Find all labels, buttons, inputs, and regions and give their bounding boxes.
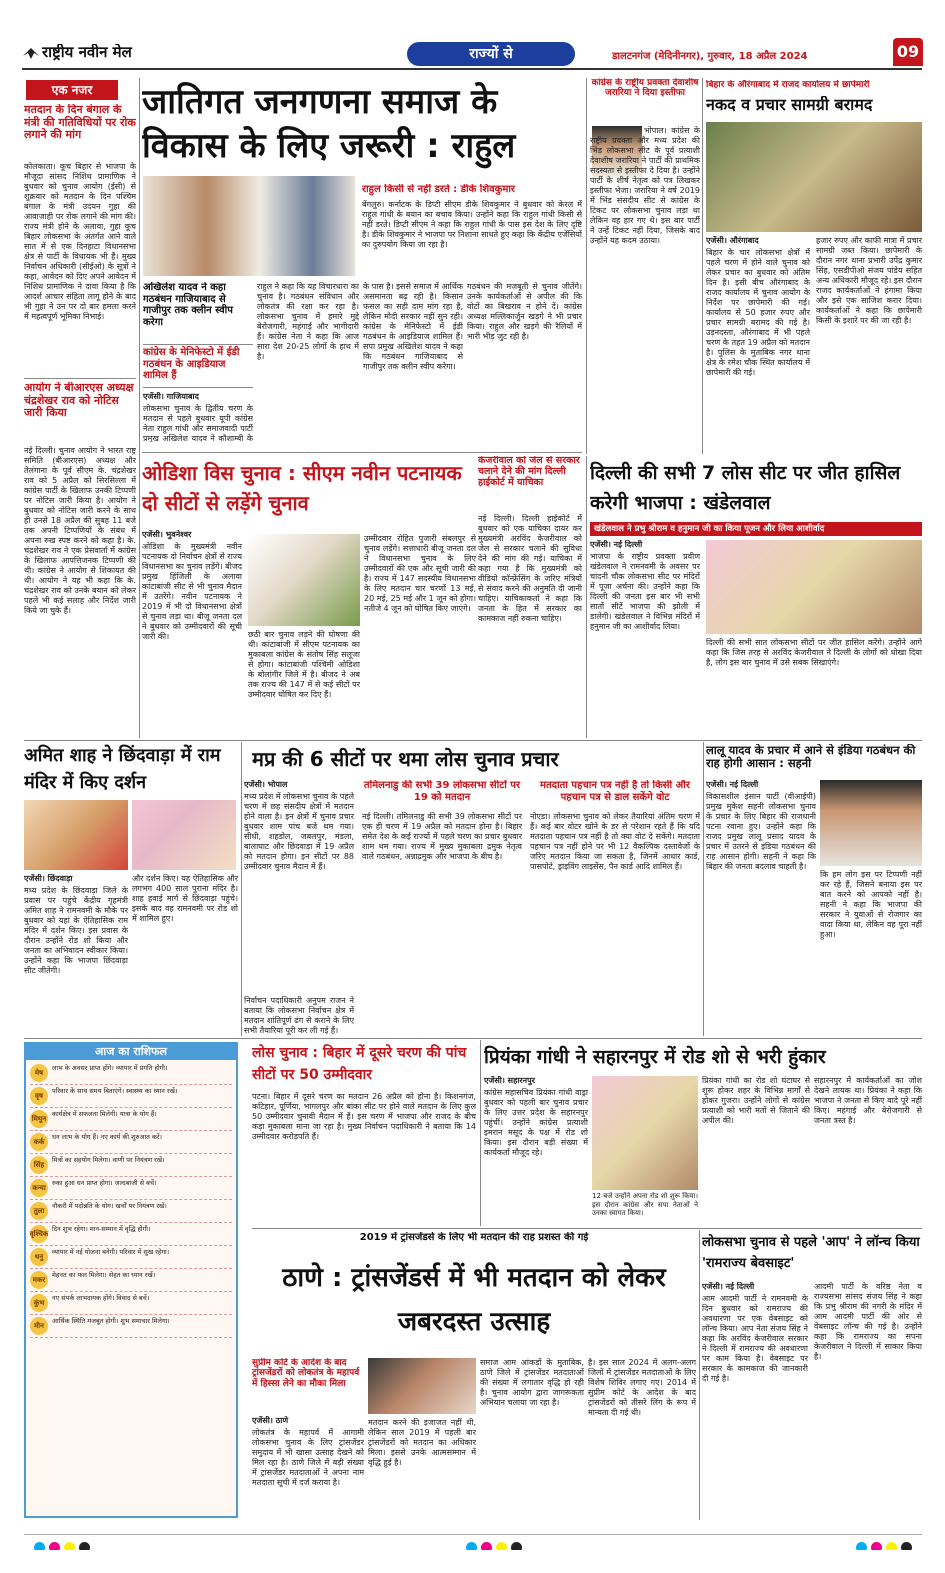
horoscope-text: व्यापार में नई योजना बनेगी। परिवार में सुख रहेगा। [52, 1248, 170, 1256]
thane-body-3: समाज आम आंकड़ों के मुताबिक, ठाणे जिले में ट्रांसजेंडर मतदाताओं की संख्या में लगातार वृद्धि हो रही है। चुनाव आयोग द्वारा जागरूकता अभियान चलाया जा रहा है। [480, 1358, 584, 1407]
amit-headline: अमित शाह ने छिंदवाड़ा में राम मंदिर में किए दर्शन [24, 745, 221, 793]
thane-headline: ठाणे : ट्रांसजेंडर्स में भी मतदान को लेकर जबरदस्त उत्साह [282, 1263, 666, 1337]
lalu-body: विकासशील इंसान पार्टी (वीआईपी) प्रमुख मुकेश सहनी लोकसभा चुनाव के प्रचार के लिए बिहार की राजधानी पटना रवाना हुए। उन्होंने कहा कि राजद प्रमुख लालू प्रसाद यादव के प्रचार में उतरने से इंडिया गठबंधन की राह आसान होगी। सहनी ने कहा कि बिहार की जनता बदलाव चाहती है। [706, 792, 816, 871]
aurangabad-headline: नकद व प्रचार सामग्री बरामद [706, 96, 873, 114]
priyanka-photo-caption: 12 बजे उन्होंने अपना रोड शो शुरू किया। इस दौरान कांग्रेस और सपा नेताओं ने उनका स्वागत किया। [592, 1192, 698, 1217]
thane-body-1: लोकतंत्र के महापर्व में आगामी लोकसभा चुनाव के लिए ट्रांसजेंडर समुदाय में भी खासा उत्साह देखने को मिल रहा है। ठाणे जिले में बड़ी संख्या में ट्रांसजेंडर मतदाताओं ने अपना नाम मतदाता सूची में दर्ज कराया है। [252, 1428, 364, 1487]
aap-dateline: एजेंसी। नई दिल्ली [702, 1282, 755, 1291]
registration-marks [24, 1534, 922, 1550]
bihar2-body: पटना। बिहार में दूसरे चरण का मतदान 26 अप्रैल को होना है। किशनगंज, कटिहार, पूर्णिया, भागलपुर और बांका सीट पर होने वाले मतदान के लिए कुल 50 उम्मीदवार चुनावी मैदान में हैं। इस चरण में भाजपा और राजद के बीच कड़ा मुकाबला माना जा रहा है। मुख्य निर्वाचन पदाधिकारी ने बताया कि 14 उम्मीदवार करोड़पति हैं। [252, 1092, 476, 1141]
horoscope-row [30, 1154, 232, 1177]
amit-photo-2 [132, 800, 236, 870]
priyanka-body-3: सहारनपुर में कार्यकर्ताओं का जोश देखने लायक था। प्रियंका ने कहा कि भाजपा ने जनता से किए वादे पूरे नहीं किए। महंगाई और बेरोजगारी से जनता त्रस्त है। [814, 1076, 922, 1125]
horoscope-row [30, 1292, 232, 1315]
bihar2-headline-text: लोस चुनाव : बिहार में दूसरे चरण की पांच सीटों पर 50 उम्मीदवार [252, 1045, 467, 1083]
odisha-photo [248, 534, 360, 626]
horoscope-text: आर्थिक स्थिति मजबूत होगी। शुभ समाचार मिलेगा। [52, 1317, 170, 1325]
kejriwal-headline: केजरीवाल को जेल से सरकार चलाने देने की मांग दिल्ली हाईकोर्ट में याचिका [478, 456, 580, 488]
lalu-headline: लालू यादव के प्रचार में आने से इंडिया गठबंधन की राह होगी आसान : सहनी [706, 744, 916, 771]
horoscope-row [30, 1108, 232, 1131]
lead-photo [143, 176, 355, 276]
mp6-dateline: एजेंसी। भोपाल [244, 780, 288, 789]
page-number: 09 [893, 38, 923, 66]
lead-subhead: कांग्रेस के मेनिफेस्टो में ईडी गठबंधन के आइडियाज शामिल हैं [143, 344, 253, 388]
devashish-body: भोपाल। कांग्रेस के राष्ट्रीय प्रवक्ता और मध्य प्रदेश की भिंड लोकसभा सीट के पूर्व प्रत्याशी देवाशीष जरारिया ने पार्टी की प्राथमिक सदस्यता से इस्तीफा दे दिया है। उन्होंने पार्टी के शीर्ष नेतृत्व को पत्र लिखकर इस्तीफा भेजा। जरारिया ने वर्ष 2019 में भिंड संसदीय सीट से कांग्रेस के टिकट पर लोकसभा चुनाव लड़ा था लेकिन वह हार गए थे। इस बार पार्टी ने उन्हें टिकट नहीं दिया, जिसके बाद उन्होंने यह कदम उठाया। [590, 126, 700, 245]
lead-body-1: लोकसभा चुनाव के द्वितीय चरण के मतदान से पहले बुधवार यूपी कांग्रेस नेता राहुल गांधी और समाजवादी पार्टी प्रमुख अखिलेश यादव ने कौशाम्बी के [143, 404, 253, 442]
horoscope-text: परिवार के साथ समय बिताएंगे। स्वास्थ्य का ध्यान रखें। [52, 1087, 178, 1095]
section-banner: राज्यों से [407, 42, 575, 66]
paper-name: राष्ट्रीय नवीन मेल [42, 44, 132, 61]
delhi7-body-2: दिल्ली की सभी सात लोकसभा सीटों पर जीत हासिल करेंगे। उन्होंने आगे कहा कि जिस तरह से अरविंद केजरीवाल ने दिल्ली के लोगों को धोखा दिया है, लोग इस बार चुनाव में उसे सबक सिखाएंगे। [706, 638, 922, 667]
horoscope-row [30, 1131, 232, 1154]
ek-nazar-story1-headline: मतदान के दिन बंगाल के मंत्री की गतिविधियों पर रोक लगाने की मांग [24, 104, 136, 142]
odisha-headline-text: ओडिशा विस चुनाव : सीएम नवीन पटनायक दो सीटों से लड़ेंगे चुनाव [142, 461, 462, 515]
mp6-body: मध्य प्रदेश में लोकसभा चुनाव के पहले चरण में छह संसदीय क्षेत्रों में मतदान होने वाला है। इन क्षेत्रों में चुनाव प्रचार बुधवार शाम पांच बजे थम गया। सीधी, शहडोल, जबलपुर, मंडला, बालाघाट और छिंदवाड़ा में 19 अप्रैल को मतदान होगा। इन सीटों पर 88 उम्मीदवार चुनाव मैदान में हैं। [244, 792, 354, 871]
delhi7-headline: दिल्ली की सभी 7 लोस सीट पर जीत हासिल करेगी भाजपा : खंडेलवाल [590, 462, 901, 514]
priyanka-headline: प्रियंका गांधी ने सहारनपुर में रोड शो से भरी हुंकार [484, 1046, 826, 1068]
kejriwal-body: नई दिल्ली। दिल्ली हाईकोर्ट में बुधवार को एक याचिका दायर कर मुख्यमंत्री अरविंद केजरीवाल को जेल से सरकार चलाने की सुविधा देने की मांग की गई। याचिका में कहा गया है कि मुख्यमंत्री को वीडियो कॉन्फ्रेंसिंग के जरिए मंत्रियों से संवाद करने की अनुमति दी जानी चाहिए। याचिकाकर्ता ने कहा कि जनता के हित में सरकार का कामकाज नहीं रुकना चाहिए। [478, 514, 582, 623]
lead-dateline: एजेंसी। गाजियाबाद [143, 392, 199, 401]
horoscope-text: नए संपर्क लाभदायक होंगे। विवाद से बचें। [52, 1294, 150, 1302]
lalu-body-2: कि हम लोग इस पर टिप्पणी नहीं कर रहे हैं, जिसने बनाया इस पर बात करने को आपको नहीं है। सहनी ने कहा कि भाजपा की सरकार ने युवाओं से रोजगार का वादा किया था, लेकिन वह पूरा नहीं हुआ। [820, 870, 922, 939]
devashish-headline: कांग्रेस के राष्ट्रीय प्रवक्ता देवाशीष जरारिया ने दिया इस्तीफा [591, 78, 699, 99]
priyanka-body: कांग्रेस महासचिव प्रियंका गांधी वाड्रा बुधवार को पहली बार चुनाव प्रचार के लिए उत्तर प्रदेश के सहारनपुर पहुंचीं। उन्होंने कांग्रेस प्रत्याशी इमरान मसूद के पक्ष में रोड शो किया। इस दौरान बड़ी संख्या में कार्यकर्ता मौजूद रहे। [484, 1088, 588, 1157]
horoscope-text: रुका हुआ धन प्राप्त होगा। जल्दबाजी से बचें। [52, 1179, 157, 1187]
aurangabad-body-2: हजार रुपए और काफी मात्रा में प्रचार सामग्री जब्त किया। छापेमारी के दौरान नगर थाना प्रभारी उपेंद्र कुमार सिंह, एसडीपीओ संजय पांडेय सहित अन्य अधिकारी मौजूद रहे। इस दौरान राजद कार्यकर्ताओं ने हंगामा किया और इसे एक साजिश करार दिया। कार्यकर्ताओं ने कहा कि छापेमारी किसी के इशारे पर की जा रही है। [816, 236, 922, 325]
horoscope-row [30, 1177, 232, 1200]
aurangabad-kicker: बिहार के औरंगाबाद में राजद कार्यालय में छापेमारी [706, 80, 870, 90]
voter-headline: मतदाता पहचान पत्र नहीं है तो किसी और पहचान पत्र से डाल सकेंगे वोट [540, 780, 690, 803]
amit-body: मध्य प्रदेश के छिंदवाड़ा जिले के प्रवास पर पहुंचे केंद्रीय गृहमंत्री अमित शाह ने रामनवमी के मौके पर बुधवार को यहां के ऐतिहासिक राम मंदिर में दर्शन किए। इस प्रवास के दौरान उन्होंने रोड शो किया और जनता का अभिवादन स्वीकार किया। उन्होंने कहा कि भाजपा छिंदवाड़ा सीट जीतेगी। [24, 886, 128, 975]
odisha-body-1: ओडिशा के मुख्यमंत्री नवीन पटनायक दो निर्वाचन क्षेत्रों से राज्य विधानसभा का चुनाव लड़ेंगे। बीजद प्रमुख हिंजिली के अलावा कांटाबांजी सीट से भी चुनाव मैदान में उतरेंगे। नवीन पटनायक ने 2019 में भी दो विधानसभा क्षेत्रों से चुनाव लड़ा था। बीजू जनता दल ने बुधवार को उम्मीदवारों की सूची जारी की। [142, 542, 242, 641]
priyanka-body-2: प्रियंका गांधी का रोड शो घंटाघर से शुरू होकर शहर के विभिन्न मार्गों से होकर गुजरा। उन्होंने लोगों से कांग्रेस प्रत्याशी को भारी मतों से जिताने की अपील की। [702, 1076, 810, 1125]
lead-headline: जातिगत जनगणना समाज के विकास के लिए जरूरी : राहुल [142, 82, 516, 166]
priyanka-photo [592, 1076, 698, 1190]
lalu-photo [820, 780, 922, 866]
zodiac-icon: वृष [30, 1087, 48, 1105]
aap-body: आम आदमी पार्टी ने रामनवमी के दिन बुधवार को रामराज्य की अवधारणा पर एक वेबसाइट को लॉन्च किया। आप नेता संजय सिंह ने कहा कि अरविंद केजरीवाल सरकार ने दिल्ली में रामराज्य की अवधारणा पर काम किया है। वेबसाइट पर सरकार के कामकाज की जानकारी दी गई है। [702, 1294, 808, 1383]
voter-body: नोएडा। लोकसभा चुनाव को लेकर तैयारियां अंतिम चरण में हैं। कई बार वोटर खोने के डर से परेशान रहते हैं कि यदि मतदाता पहचान पत्र नहीं है तो क्या वोट दे सकेंगे। मतदाता पहचान पत्र नहीं होने पर भी 12 वैकल्पिक दस्तावेजों के जरिए मतदान किया जा सकता है, जिनमें आधार कार्ड, पासपोर्ट, ड्राइविंग लाइसेंस, पैन कार्ड आदि शामिल हैं। [530, 812, 700, 871]
zodiac-icon: मीन [30, 1317, 48, 1335]
zodiac-icon: धनु [30, 1248, 48, 1266]
horoscope-text: कार्यक्षेत्र में सफलता मिलेगी। यात्रा के योग हैं। [52, 1110, 157, 1118]
odisha-body-2: छठी बार चुनाव लड़ने की घोषणा की थी। कांटाबांजी में सीएम पटनायक का मुकाबला कांग्रेस के संतोष सिंह सलूजा से होगा। कांटाबांजी पश्चिमी ओडिशा के बोलांगीर जिले में है। बीजद ने अब तक राज्य की 147 में से कई सीटों पर उम्मीदवार घोषित कर दिए हैं। [248, 630, 360, 699]
thane-body-2: मतदान करने की इजाजत नहीं थी, लेकिन साल 2019 में पहली बार ट्रांसजेंडरों को मतदान का अधिकार मिला। इससे उनके आत्मसम्मान में वृद्धि हुई है। [368, 1418, 476, 1467]
ek-nazar-story2-headline: आयोग ने बीआरएस अध्यक्ष चंद्रशेखर राव को नोटिस जारी किया [24, 382, 134, 420]
horoscope-text: धन लाभ के योग हैं। नए कार्य की शुरुआत करें। [52, 1133, 162, 1141]
zodiac-icon: कुंभ [30, 1294, 48, 1312]
horoscope-row [30, 1315, 232, 1338]
odisha-headline [142, 458, 484, 526]
horoscope-title: आज का राशिफल [26, 1044, 236, 1060]
horoscope-list [26, 1060, 236, 1340]
delhi7-photo [706, 540, 922, 634]
lead-body-3: के पास है। इससे समाज में आर्थिक असमानता बढ़ रही है। किसान फसल का सही दाम मांग रहा है, लेकिन मोदी सरकार नहीं सुन रही। कांग्रेस के मेनिफेस्टो में ईडी गठबंधन के आइडियाज शामिल हैं। सपा प्रमुख अखिलेश यादव ने कहा कि गठबंधन गाजियाबाद से गाजीपुर तक क्लीन स्वीप करेगा। [363, 282, 463, 371]
thane-kicker: 2019 में ट्रांसजेंडर्स के लिए भी मतदान की राह प्रशस्त की गई [359, 1232, 589, 1243]
aap-headline: लोकसभा चुनाव से पहले 'आप' ने लॉन्च किया 'रामराज्य बेवसाइट' [702, 1235, 920, 1271]
shivkumar-body: बेंगलुरु। कर्नाटक के डिप्टी सीएम डीके शिवकुमार ने बुधवार को केरल में राहुल गांधी के बयान का बचाव किया। उन्होंने कहा कि राहुल गांधी किसी से नहीं डरते। डिप्टी सीएम ने कहा कि राहुल गांधी के पास इस देश के लिए दृष्टि है। डीके शिवकुमार ने भाजपा पर निशाना साधते हुए कहा कि केंद्रीय एजेंसियों का दुरुपयोग किया जा रहा है। [362, 200, 582, 249]
zodiac-icon: तुला [30, 1202, 48, 1220]
zodiac-icon: कर्क [30, 1133, 48, 1151]
ek-nazar-story1-body: कोलकाता। कूच बिहार से भाजपा के मौजूदा सांसद निशिथ प्रामाणिक ने बुधवार को चुनाव आयोग (ईसी) से शुक्रवार को मतदान के दिन पश्चिम बंगाल के मंत्री उदयन गुहा की आवाजाही पर रोक लगाने की मांग की। राज्य मंत्री होने के अलावा, गुहा कूच बिहार लोकसभा के अंतर्गत आने वाले सात में से एक दिनहाटा विधानसभा क्षेत्र से पार्टी के विधायक भी हैं। मुख्य निर्वाचन अधिकारी (सीईओ) के सूत्रों ने कहा, आवेदन को दिए अपने आवेदन में निशिथ प्रामाणिक ने दावा किया है कि आदर्श आचार संहिता लागू होने के बाद भी गुहा ने उन पर दो बार हमला करने में महत्वपूर्ण भूमिका निभाई। [24, 162, 136, 321]
paper-logo-icon [22, 44, 40, 62]
horoscope-text: मित्रों का सहयोग मिलेगा। वाणी पर नियंत्रण रखें। [52, 1156, 165, 1164]
thane-dateline: एजेंसी। ठाणे [252, 1416, 289, 1425]
ek-nazar-label: एक नजर [26, 80, 118, 100]
mp6-body-2: निर्वाचन पदाधिकारी अनुपम राजन ने बताया कि लोकसभा निर्वाचन क्षेत्र में मतदान शांतिपूर्ण ढंग से कराने के लिए सभी तैयारियां पूरी कर ली गई हैं। [244, 996, 354, 1035]
amit-photo-1 [24, 800, 128, 870]
horoscope-text: मेहनत का फल मिलेगा। सेहत का ध्यान रखें। [52, 1271, 156, 1279]
lalu-dateline: एजेंसी। नई दिल्ली [706, 780, 759, 789]
masthead [22, 40, 922, 70]
zodiac-icon: मिथुन [30, 1110, 48, 1128]
lead-body-2: राहुल ने कहा कि यह विचारधारा का चुनाव है। गठबंधन संविधान और लोकतंत्र की रक्षा कर रहा है। लोकसभा चुनाव में हमारे मुद्दे बेरोजगारी, महंगाई और भागीदारी हैं। कांग्रेस नेता ने कहा कि आज सारा देश 20-25 लोगों के हाथ में है। [257, 282, 359, 361]
horoscope-text: नौकरी में पदोन्नति के योग। खर्चों पर नियंत्रण रखें। [52, 1202, 167, 1210]
delhi7-body: भाजपा के राष्ट्रीय प्रवक्ता प्रवीण खंडेलवाल ने रामनवमी के अवसर पर चांदनी चौक लोकसभा सीट पर मंदिरों में पूजा अर्चना की। उन्होंने कहा कि दिल्ली की जनता इस बार भी सभी सातों सीटें भाजपा की झोली में डालेगी। खंडेलवाल ने विभिन्न मंदिरों में हनुमान जी का आशीर्वाद लिया। [590, 552, 700, 631]
odisha-body-3: उम्मीदवार रोहित पुजारी संबलपुर से चुनाव लड़ेंगे। सत्ताधारी बीजू जनता दल ने विधानसभा चुनाव के लिए उम्मीदवारों की एक और सूची जारी की है। राज्य में 147 सदस्यीय विधानसभा के लिए मतदान चार चरणों 13 मई, 20 मई, 25 मई और 1 जून को होगा। नतीजे 4 जून को घोषित किए जाएंगे। [364, 534, 476, 613]
odisha-dateline: एजेंसी। भुवनेश्वर [142, 530, 192, 539]
tn-body: नई दिल्ली। तमिलनाडु की सभी 39 लोकसभा सीटों पर एक ही चरण में 19 अप्रैल को मतदान होना है। बिहार समेत देश के कई राज्यों में पहले चरण का प्रचार बुधवार शाम थम गया। राज्य में मुख्य मुकाबला द्रमुक नेतृत्व वाले गठबंधन, अन्नाद्रमुक और भाजपा के बीच है। [362, 812, 522, 861]
aurangabad-photo [706, 122, 922, 232]
aurangabad-body: बिहार के चार लोकसभा क्षेत्रों में पहले चरण में होने वाले चुनाव को लेकर प्रचार का बुधवार को अंतिम दिन है। इसी बीच औरंगाबाद के राजद कार्यालय में चुनाव आयोग के निर्देश पर छापेमारी की गई। कार्यालय से 50 हजार रुपए और प्रचार सामग्री बरामद की गई है। उड़नदस्ता, औरंगाबाद में भी पहले चरण के तहत 19 अप्रैल को मतदान है। पुलिस के मुताबिक नगर थाना क्षेत्र के रमेश चौक स्थित कार्यालय में छापेमारी की गई। [706, 248, 810, 377]
horoscope-box [24, 1042, 238, 1518]
thane-body-4: है। इस साल 2024 में अलग-अलग जिलों में ट्रांसजेंडर मतदाताओं के लिए विशेष शिविर लगाए गए। 2014 में सुप्रीम कोर्ट के आदेश के बाद ट्रांसजेंडरों को तीसरे लिंग के रूप में मान्यता दी गई थी। [588, 1358, 696, 1417]
amit-dateline: एजेंसी। छिंदवाड़ा [24, 874, 73, 883]
horoscope-row [30, 1200, 232, 1223]
tn-headline: तमिलनाडु की सभी 39 लोकसभा सीटों पर 19 को मतदान [363, 780, 521, 803]
amit-body-2: और दर्शन किए। यह ऐतिहासिक और लगभग 400 साल पुराना मंदिर है। शाह हवाई मार्ग से छिंदवाड़ा पहुंचे। इसके बाद वह रामनवमी पर रोड शो में शामिल हुए। [132, 874, 238, 923]
aap-body-2: आदमी पार्टी के वरिष्ठ नेता व राज्यसभा सांसद संजय सिंह ने कहा कि प्रभु श्रीराम की नगरी के मंदिर में आम आदमी पार्टी की ओर से वेबसाइट लॉन्च की गई है। उन्होंने कहा कि रामराज्य का सपना केजरीवाल ने दिल्ली में साकार किया है। [814, 1282, 922, 1361]
horoscope-row [30, 1223, 232, 1246]
bihar2-headline [252, 1042, 476, 1088]
horoscope-text: दिन शुभ रहेगा। मान-सम्मान में वृद्धि होगी। [52, 1225, 151, 1233]
horoscope-row [30, 1062, 232, 1085]
priyanka-dateline: एजेंसी। सहारनपुर [484, 1076, 535, 1085]
shivkumar-body-2: गठबंधन की मजबूती से चुनाव जीतेंगे। उनके कार्यकर्ताओं से अपील की कि वोटों का बिखराव न होने दें। कांग्रेस अध्यक्ष मल्लिकार्जुन खड़गे ने भी प्रचार किया। राहुल और खड़गे की रैलियों में भारी भीड़ जुट रही है। [467, 282, 582, 341]
delhi7-subhead: खंडेलवाल ने प्रभु श्रीराम व हनुमान जी का किया पूजन और लिया आशीर्वाद [590, 522, 922, 536]
lead-photo-caption: अखिलेश यादव ने कहा गठबंधन गाजियाबाद से गाजीपुर तक क्लीन स्वीप करेगा [143, 282, 233, 328]
mp6-headline: मप्र की 6 सीटों पर थमा लोस चुनाव प्रचार [252, 747, 559, 771]
horoscope-row [30, 1246, 232, 1269]
zodiac-icon: मकर [30, 1271, 48, 1289]
zodiac-icon: सिंह [30, 1156, 48, 1174]
delhi7-dateline: एजेंसी। नई दिल्ली [590, 540, 643, 549]
zodiac-icon: मेष [30, 1064, 48, 1082]
zodiac-icon: वृश्चिक [30, 1225, 48, 1243]
thane-subhead: सुप्रीम कोर्ट के आदेश के बाद ट्रांसजेंडरों को लोकतंत्र के महापर्व में हिस्सा लेने का मौका मिला [252, 1358, 360, 1389]
zodiac-icon: कन्या [30, 1179, 48, 1197]
aurangabad-dateline: एजेंसी। औरंगाबाद [706, 236, 759, 245]
shivkumar-headline: राहुल किसी से नहीं डरते : डीके शिवकुमार [362, 184, 516, 195]
horoscope-row [30, 1085, 232, 1108]
horoscope-row [30, 1269, 232, 1292]
ek-nazar-story2-body: नई दिल्ली। चुनाव आयोग ने भारत राष्ट्र समिति (बीआरएस) अध्यक्ष और तेलंगाना के पूर्व सीएम के. चंद्रशेखर राव को 5 अप्रैल को सिरसिल्ला में कांग्रेस पार्टी के खिलाफ उनकी टिप्पणी पर नोटिस जारी किया है। आयोग ने बुधवार को नोटिस जारी करने के साथ ही उनसे 18 अप्रैल की सुबह 11 बजे तक अपनी टिप्पणियों के संबंध में अपना रुख स्पष्ट करने को कहा है। के. चंद्रशेखर राव ने एक प्रेसवार्ता में कांग्रेस के खिलाफ आपत्तिजनक टिप्पणी की थी। कांग्रेस ने आयोग से शिकायत की थी। आयोग ने यह भी कहा कि के. चंद्रशेखर राव को उनके बयान को लेकर पहले भी कई सलाह और निर्देश जारी किये जा चुके हैं। [24, 446, 136, 615]
horoscope-text: लाभ के अवसर प्राप्त होंगे। व्यापार में प्रगति होगी। [52, 1064, 168, 1072]
thane-photo [368, 1358, 476, 1414]
dateline: डालटनगंज (मेदिनीनगर), गुरुवार, 18 अप्रैल 2024 [612, 51, 808, 62]
